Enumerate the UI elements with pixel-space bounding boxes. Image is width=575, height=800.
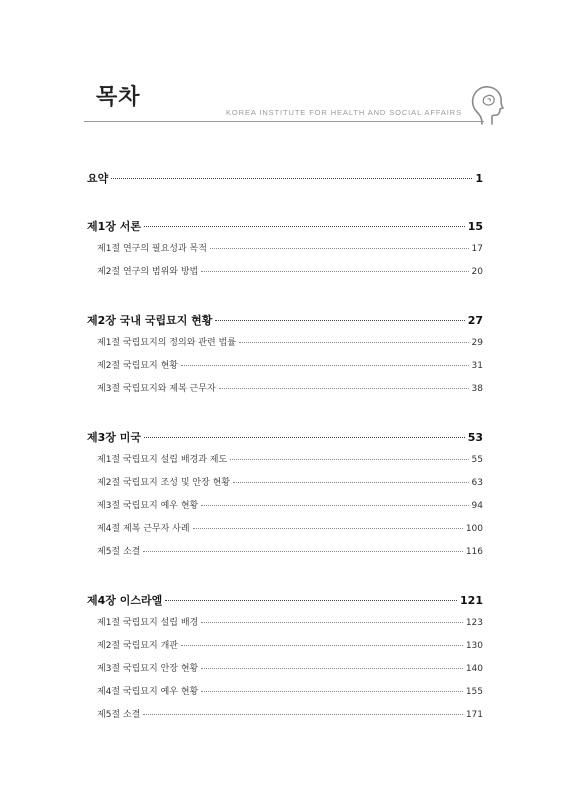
toc-chapter-entry[interactable] bbox=[87, 590, 483, 612]
page-number: 38 bbox=[471, 384, 483, 394]
dot-leader bbox=[239, 342, 469, 343]
chapter-title: 제4장 이스라엘 bbox=[87, 594, 163, 607]
section-title: 제5절 소결 bbox=[97, 710, 141, 720]
toc-chapter-entry[interactable] bbox=[87, 216, 483, 238]
dot-leader bbox=[233, 482, 468, 483]
chapter-title: 제1장 서론 bbox=[87, 220, 141, 233]
toc-section-entry[interactable] bbox=[87, 355, 483, 378]
page-number: 27 bbox=[467, 314, 483, 327]
dot-leader bbox=[201, 668, 463, 669]
section-title: 제4절 국립묘지 예우 현황 bbox=[97, 687, 199, 697]
dot-leader bbox=[210, 248, 469, 249]
toc-section-entry[interactable] bbox=[87, 658, 483, 681]
toc-chapter-entry[interactable] bbox=[87, 310, 483, 332]
section-title: 제1절 국립묘지 설립 배경 bbox=[97, 618, 199, 628]
page-number: 94 bbox=[471, 501, 483, 511]
toc-section-entry[interactable] bbox=[87, 238, 483, 261]
dot-leader bbox=[201, 271, 468, 272]
chapter-title: 제2장 국내 국립묘지 현황 bbox=[87, 314, 213, 327]
page-number: 123 bbox=[465, 618, 483, 628]
section-title: 제3절 국립묘지와 제복 근무자 bbox=[97, 384, 216, 394]
page-number: 63 bbox=[471, 478, 483, 488]
head-profile-icon bbox=[468, 84, 504, 126]
page-number: 130 bbox=[465, 641, 483, 651]
section-title: 제3절 국립묘지 예우 현황 bbox=[97, 501, 199, 511]
toc-chapter bbox=[87, 310, 483, 401]
section-title: 제1절 국립묘지 설립 배경과 제도 bbox=[97, 455, 228, 465]
section-title: 제2절 국립묘지 조성 및 안장 현황 bbox=[97, 478, 231, 488]
table-of-contents bbox=[87, 168, 483, 753]
toc-chapter bbox=[87, 216, 483, 284]
page-number: 116 bbox=[465, 547, 483, 557]
toc-section-entry[interactable] bbox=[87, 635, 483, 658]
page-number: 29 bbox=[471, 338, 483, 348]
dot-leader bbox=[181, 365, 469, 366]
section-title: 제5절 소결 bbox=[97, 547, 141, 557]
dot-leader bbox=[219, 388, 469, 389]
toc-chapter bbox=[87, 590, 483, 727]
toc-section-entry[interactable] bbox=[87, 518, 483, 541]
section-title: 제4절 제복 근무자 사례 bbox=[97, 524, 190, 534]
toc-section-entry[interactable] bbox=[87, 495, 483, 518]
dot-leader bbox=[230, 459, 468, 460]
page-number: 140 bbox=[465, 664, 483, 674]
section-title: 제2절 국립묘지 현황 bbox=[97, 361, 179, 371]
toc-section-entry[interactable] bbox=[87, 704, 483, 727]
toc-chapter-entry[interactable] bbox=[87, 427, 483, 449]
dot-leader bbox=[201, 505, 468, 506]
page-number: 121 bbox=[460, 594, 483, 607]
page-number: 55 bbox=[471, 455, 483, 465]
page-number: 15 bbox=[467, 220, 483, 233]
toc-section-entry[interactable] bbox=[87, 261, 483, 284]
dot-leader bbox=[143, 551, 462, 552]
section-title: 제2절 국립묘지 개관 bbox=[97, 641, 179, 651]
dot-leader bbox=[111, 178, 472, 179]
toc-section-entry[interactable] bbox=[87, 472, 483, 495]
section-title: 제1절 국립묘지의 정의와 관련 법률 bbox=[97, 338, 236, 348]
page-title: 목차 bbox=[96, 85, 141, 110]
dot-leader bbox=[144, 437, 465, 438]
section-title: 제1절 연구의 필요성과 목적 bbox=[97, 244, 207, 254]
dot-leader bbox=[181, 645, 463, 646]
dot-leader bbox=[201, 691, 463, 692]
page-number: 31 bbox=[471, 361, 483, 371]
dot-leader bbox=[201, 622, 463, 623]
header-rule bbox=[84, 121, 484, 122]
dot-leader bbox=[165, 600, 457, 601]
toc-section-entry[interactable] bbox=[87, 681, 483, 704]
chapter-title: 제3장 미국 bbox=[87, 431, 141, 444]
toc-chapter bbox=[87, 168, 483, 190]
page-number: 17 bbox=[471, 244, 483, 254]
dot-leader bbox=[144, 226, 465, 227]
institute-name: KOREA INSTITUTE FOR HEALTH AND SOCIAL AFFAIRS bbox=[226, 108, 462, 117]
toc-section-entry[interactable] bbox=[87, 332, 483, 355]
page-number: 20 bbox=[471, 267, 483, 277]
page-number: 1 bbox=[475, 172, 483, 185]
toc-section-entry[interactable] bbox=[87, 612, 483, 635]
toc-chapter bbox=[87, 427, 483, 564]
toc-section-entry[interactable] bbox=[87, 449, 483, 472]
toc-chapter-entry[interactable] bbox=[87, 168, 483, 190]
section-title: 제2절 연구의 범위와 방법 bbox=[97, 267, 199, 277]
chapter-title: 요약 bbox=[87, 172, 109, 185]
page-number: 53 bbox=[467, 431, 483, 444]
page-number: 155 bbox=[465, 687, 483, 697]
dot-leader bbox=[193, 528, 463, 529]
dot-leader bbox=[143, 714, 462, 715]
page-number: 171 bbox=[465, 710, 483, 720]
section-title: 제3절 국립묘지 안장 현황 bbox=[97, 664, 199, 674]
dot-leader bbox=[215, 320, 464, 321]
page-number: 100 bbox=[465, 524, 483, 534]
toc-section-entry[interactable] bbox=[87, 541, 483, 564]
toc-section-entry[interactable] bbox=[87, 378, 483, 401]
